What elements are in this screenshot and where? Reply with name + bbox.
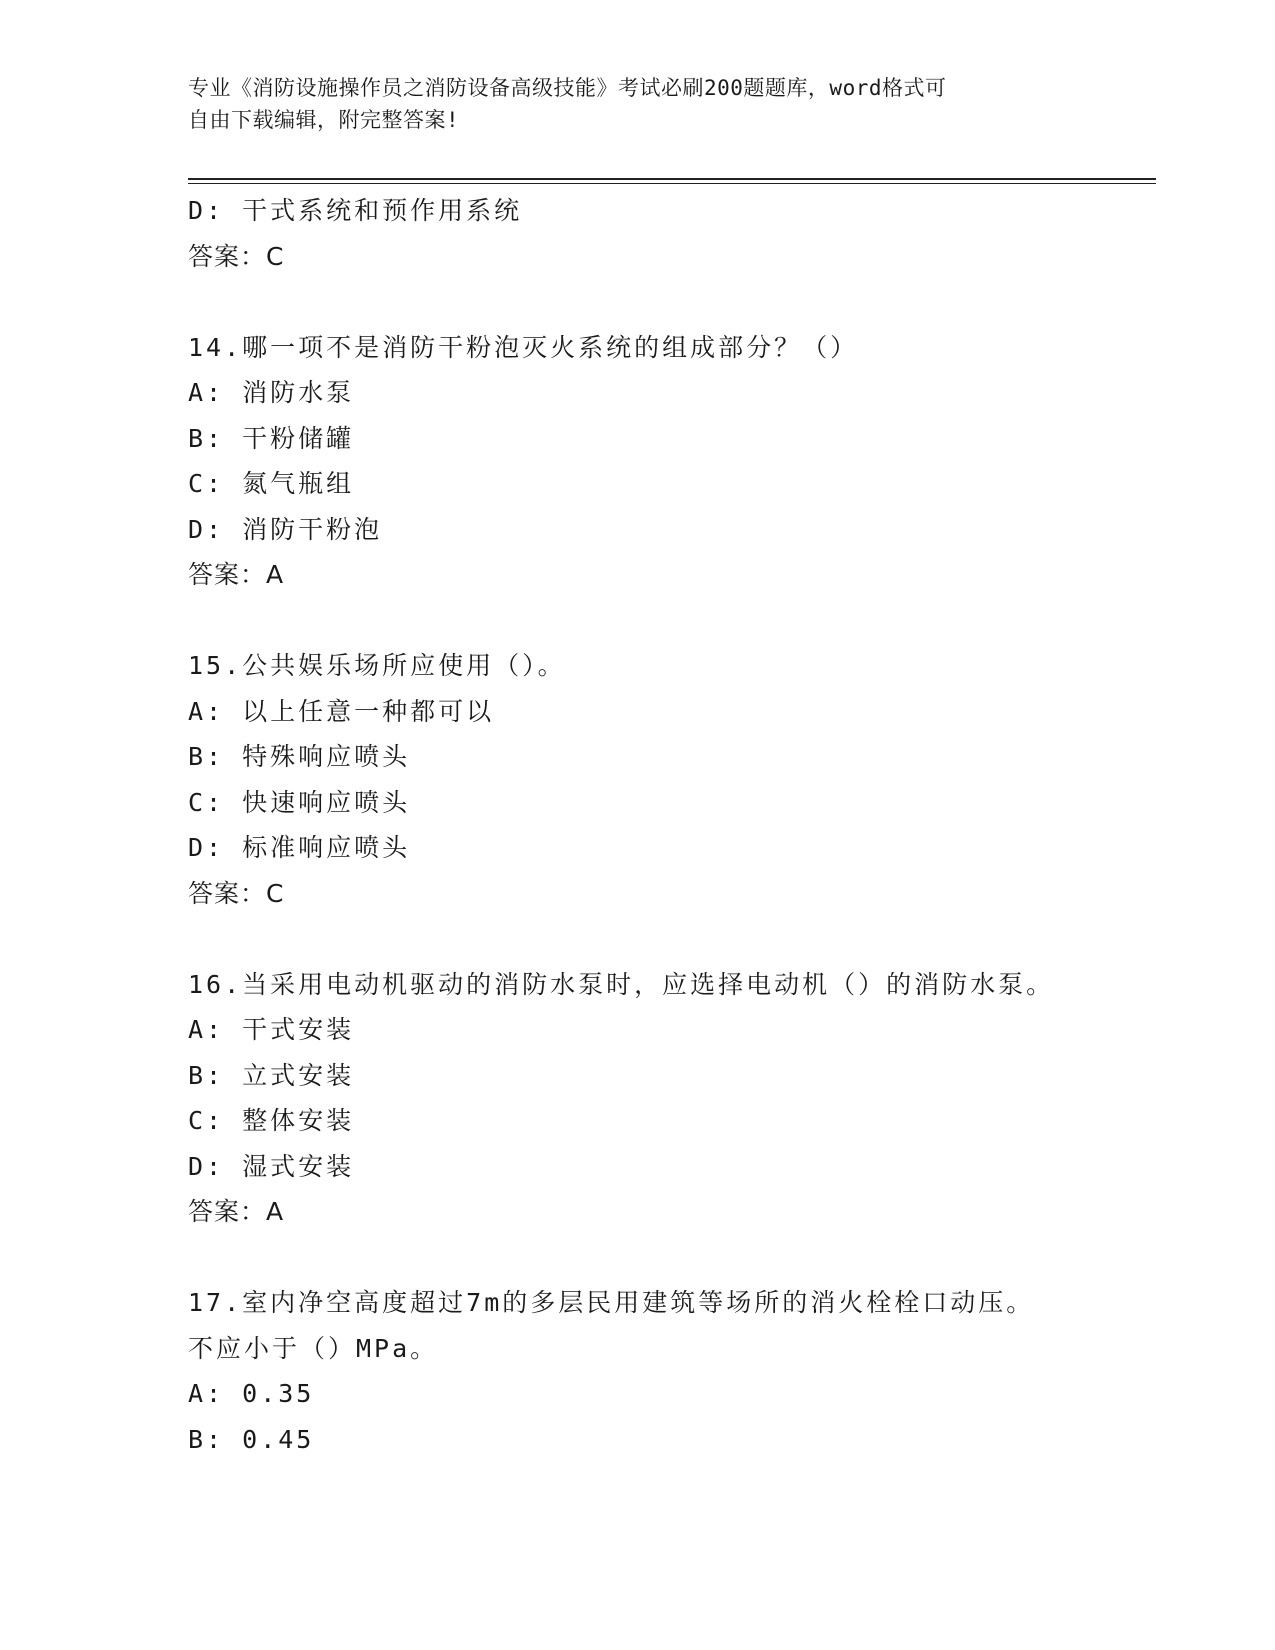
- spacer: [188, 598, 1148, 644]
- option-b: B: 特殊响应喷头: [188, 742, 411, 771]
- question-15: [188, 643, 1148, 916]
- option-c: C: 氮气瓶组: [188, 469, 355, 498]
- option-a: A: 以上任意一种都可以: [188, 696, 495, 726]
- question-list: [188, 188, 1148, 1462]
- option-c: C: 快速响应喷头: [188, 787, 411, 817]
- question-stem: 14.哪一项不是消防干粉泡灭火系统的组成部分？（）: [188, 332, 859, 362]
- option-b: B: 干粉储罐: [188, 423, 355, 453]
- prev-answer: 答案：C: [188, 241, 285, 271]
- document-header: [188, 72, 1068, 136]
- option-d: D: 消防干粉泡: [188, 514, 383, 544]
- option-a: A: 0.35: [188, 1379, 315, 1408]
- option-a: A: 消防水泵: [188, 378, 355, 407]
- header-divider-thick: [188, 178, 1156, 180]
- option-d: D: 标准响应喷头: [188, 833, 411, 862]
- answer: 答案：C: [188, 878, 285, 908]
- question-stem: 15.公共娱乐场所应使用（）。: [188, 651, 566, 680]
- prev-option-d: D: 干式系统和预作用系统: [188, 196, 523, 225]
- question-14: [188, 325, 1148, 598]
- question-16: [188, 962, 1148, 1235]
- option-d: D: 湿式安装: [188, 1151, 355, 1181]
- header-line-1: 专业《消防设施操作员之消防设备高级技能》考试必刷200题题库，word格式可: [188, 76, 947, 100]
- spacer: [188, 279, 1148, 325]
- question-stem-line-2: 不应小于（）MPa。: [188, 1333, 439, 1363]
- answer: 答案：A: [188, 560, 285, 589]
- question-17: [188, 1280, 1148, 1462]
- question-stem: 16.当采用电动机驱动的消防水泵时，应选择电动机（）的消防水泵。: [188, 969, 1055, 999]
- question-stem-line-1: 17.室内净空高度超过7m的多层民用建筑等场所的消火栓栓口动压。: [188, 1288, 1035, 1317]
- spacer: [188, 916, 1148, 962]
- answer: 答案：A: [188, 1197, 285, 1226]
- spacer: [188, 1235, 1148, 1281]
- header-divider-thin: [188, 183, 1156, 184]
- option-c: C: 整体安装: [188, 1106, 355, 1135]
- header-line-2: 自由下载编辑，附完整答案!: [188, 108, 460, 132]
- option-b: B: 0.45: [188, 1424, 315, 1454]
- option-b: B: 立式安装: [188, 1060, 355, 1090]
- option-a: A: 干式安装: [188, 1015, 355, 1044]
